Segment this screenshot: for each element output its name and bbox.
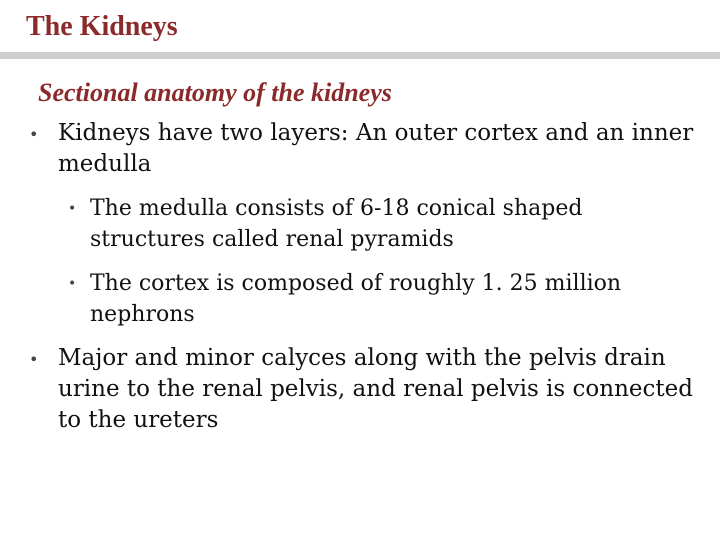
bullet-item [0, 343, 698, 436]
slide-subtitle: Sectional anatomy of the kidneys [38, 78, 392, 107]
bullet-text: Major and minor calyces along with the pelvis drain urine to the renal pelvis, and renal pelvis is connected to the ureters [58, 345, 693, 433]
bullet-text: The medulla consists of 6-18 conical shaped structures called renal pyramids [90, 196, 583, 252]
sub-bullet-item [0, 193, 700, 255]
bullet-text: Kidneys have two layers: An outer cortex and an inner medulla [58, 120, 694, 177]
bullet-list [0, 118, 720, 436]
bullet-dot-icon: • [68, 201, 77, 217]
bullet-dot-icon: • [29, 125, 39, 144]
slide-title: The Kidneys [26, 11, 178, 42]
bullet-dot-icon: • [68, 276, 77, 292]
sub-bullet-item [0, 268, 700, 330]
title-divider [0, 52, 720, 59]
bullet-text: The cortex is composed of roughly 1. 25 million nephrons [90, 271, 622, 327]
bullet-item [0, 118, 698, 180]
bullet-dot-icon: • [29, 350, 39, 369]
